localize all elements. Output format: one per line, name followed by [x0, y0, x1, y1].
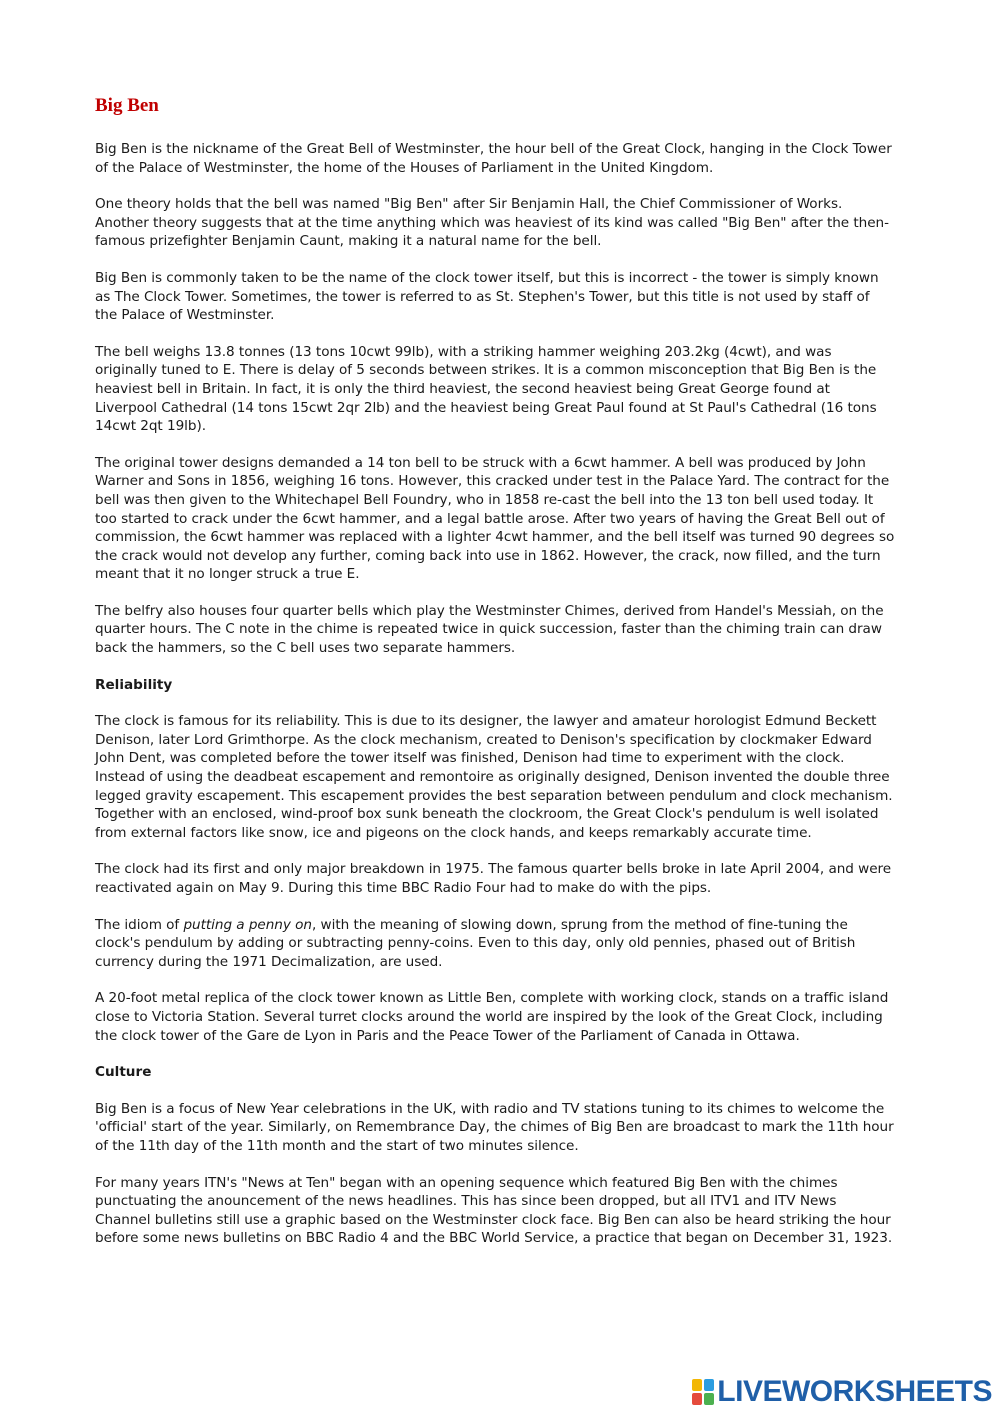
- idiom-text-after: , with the meaning of slowing down, sprung from the method of fine-tuning the clock's pendulum by adding or subtracting penny-coins. Even to this day, only old pennies, phased out of British currency during the 1971 Decimalization, are used.: [95, 916, 856, 970]
- paragraph-news-at-ten: For many years ITN's "News at Ten" began with an opening sequence which featured Big Ben with the chimes punctuating the anouncement of the news headlines. This has since been dropped, but all ITV1 and ITV News Channel bulletins still use a graphic based on the Westminster clock face. Big Ben can also be heard striking the hour before some news bulletins on BBC Radio 4 and the BBC World Service, a practice that began on December 31, 1923.: [95, 1174, 893, 1247]
- heading-reliability: Reliability: [95, 676, 173, 693]
- idiom-text-before: The idiom of: [95, 916, 184, 933]
- paragraph-new-year: Big Ben is a focus of New Year celebrations in the UK, with radio and TV stations tuning to its chimes to welcome the 'official' start of the year. Similarly, on Remembrance Day, the chimes of Big Ben are broadcast to mark the 11th hour of the 11th day of the 11th month and the start of two minutes silence.: [95, 1100, 894, 1154]
- paragraph-bell-weight: The bell weighs 13.8 tonnes (13 tons 10cwt 99lb), with a striking hammer weighing 203.2kg (4cwt), and was originally tuned to E. There is delay of 5 seconds between strikes. It is a common misconception that Big Ben is the heaviest bell in Britain. In fact, it is only the third heaviest, the second heaviest being Great George found at Liverpool Cathedral (14 tons 15cwt 2qr 2lb) and the heaviest being Great Paul found at St Paul's Cathedral (16 tons 14cwt 2qt 19lb).: [95, 343, 877, 435]
- heading-culture: Culture: [95, 1064, 152, 1081]
- paragraph-name-theory: One theory holds that the bell was named "Big Ben" after Sir Benjamin Hall, the Chief Commissioner of Works. Another theory suggests that at the time anything which was heaviest of its kind was called "Big Ben" after the then-famous prizefighter Benjamin Caunt, making it a natural name for the bell.: [95, 196, 889, 250]
- paragraph-idiom: [95, 916, 895, 972]
- paragraph-reliability: The clock is famous for its reliability. This is due to its designer, the lawyer and amateur horologist Edmund Beckett Denison, later Lord Grimthorpe. As the clock mechanism, created to Denison's specification by clockmaker Edward John Dent, was completed before the tower itself was finished, Denison had time to experiment with the clock. Instead of using the deadbeat escapement and remontoire as originally designed, Denison invented the double three legged gravity escapement. This escapement provides the best separation between pendulum and clock mechanism. Together with an enclosed, wind-proof box sunk beneath the clockroom, the Great Clock's pendulum is well isolated from external factors like snow, ice and pigeons on the clock hands, and keeps remarkably accurate time.: [95, 713, 893, 841]
- liveworksheets-logo-text: LIVEWORKSHEETS: [717, 1375, 992, 1408]
- paragraph-intro: Big Ben is the nickname of the Great Bell of Westminster, the hour bell of the Great Clock, hanging in the Clock Tower of the Palace of Westminster, the home of the Houses of Parliament in the United Kingdom.: [95, 141, 892, 176]
- paragraph-little-ben: A 20-foot metal replica of the clock tower known as Little Ben, complete with working clock, stands on a traffic island close to Victoria Station. Several turret clocks around the world are inspired by the look of the Great Clock, including the clock tower of the Gare de Lyon in Paris and the Peace Tower of the Parliament of Canada in Ottawa.: [95, 990, 889, 1044]
- liveworksheets-logo: [692, 1375, 992, 1409]
- paragraph-bell-history: The original tower designs demanded a 14 ton bell to be struck with a 6cwt hammer. A bell was produced by John Warner and Sons in 1856, weighing 16 tons. However, this cracked under test in the Palace Yard. The contract for the bell was then given to the Whitechapel Bell Foundry, who in 1858 re-cast the bell into the 13 ton bell used today. It too started to crack under the 6cwt hammer, and a legal battle arose. After two years of having the Great Bell out of commission, the 6cwt hammer was replaced with a lighter 4cwt hammer, and the bell itself was turned 90 degrees so the crack would not develop any further, coming back into use in 1862. However, the crack, now filled, and the turn meant that it no longer struck a true E.: [95, 454, 895, 583]
- paragraph-quarter-bells: The belfry also houses four quarter bells which play the Westminster Chimes, derived from Handel's Messiah, on the quarter hours. The C note in the chime is repeated twice in quick succession, faster than the chiming train can draw back the hammers, so the C bell uses two separate hammers.: [95, 602, 884, 657]
- paragraph-tower-name: Big Ben is commonly taken to be the name of the clock tower itself, but this is incorrect - the tower is simply known as The Clock Tower. Sometimes, the tower is referred to as St. Stephen's Tower, but this title is not used by staff of the Palace of Westminster.: [95, 269, 879, 324]
- idiom-phrase: putting a penny on: [183, 916, 312, 933]
- document-title: Big Ben: [95, 95, 159, 116]
- document-body: [95, 94, 895, 1266]
- liveworksheets-logo-icon: [692, 1379, 714, 1405]
- paragraph-breakdown: The clock had its first and only major breakdown in 1975. The famous quarter bells broke in late April 2004, and were reactivated again on May 9. During this time BBC Radio Four had to make do with the pips.: [95, 861, 892, 896]
